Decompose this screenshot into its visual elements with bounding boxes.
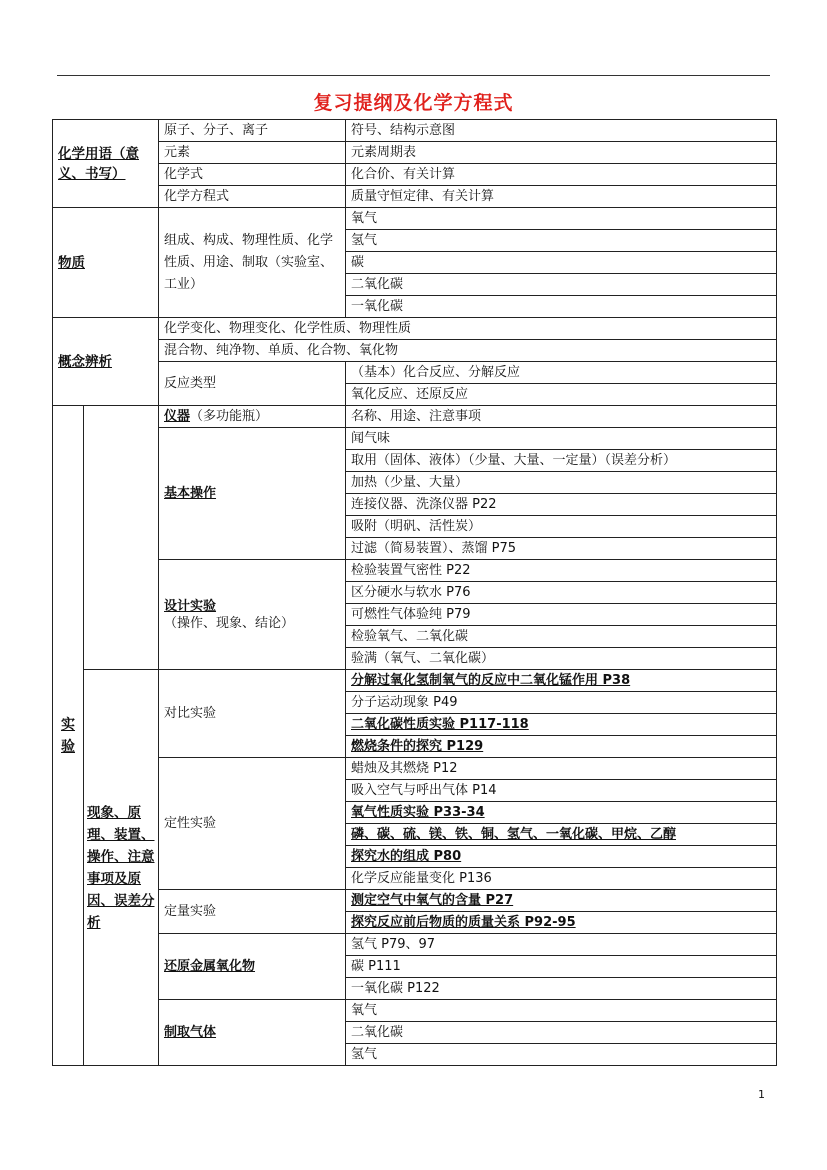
cell: 元素 (159, 142, 346, 164)
cell: 名称、用途、注意事项 (346, 406, 777, 428)
category-experiment: 实验 (53, 406, 84, 1066)
cell: 蜡烛及其燃烧 P12 (346, 758, 777, 780)
experiment-blank-cell (84, 406, 159, 670)
cell: 过滤（简易装置）、蒸馏 P75 (346, 538, 777, 560)
cell: 一氧化碳 P122 (346, 978, 777, 1000)
cell: 混合物、纯净物、单质、化合物、氧化物 (159, 340, 777, 362)
cell: 氧化反应、还原反应 (346, 384, 777, 406)
cell: 化学变化、物理变化、化学性质、物理性质 (159, 318, 777, 340)
cell: 化合价、有关计算 (346, 164, 777, 186)
qualitative-label: 定性实验 (159, 758, 346, 890)
cell: 磷、碳、硫、镁、铁、铜、氢气、一氧化碳、甲烷、乙醇 (346, 824, 777, 846)
instruments-note: （多功能瓶） (190, 409, 269, 424)
cell: 元素周期表 (346, 142, 777, 164)
cell: 氢气 (346, 230, 777, 252)
design-note: （操作、现象、结论） (164, 615, 295, 631)
outline-table (52, 119, 777, 1066)
design-cell (159, 560, 346, 670)
cell: 探究水的组成 P80 (346, 846, 777, 868)
cell: 区分硬水与软水 P76 (346, 582, 777, 604)
design-label: 设计实验 (164, 598, 217, 614)
cell: （基本）化合反应、分解反应 (346, 362, 777, 384)
cell: 燃烧条件的探究 P129 (346, 736, 777, 758)
cell: 二氧化碳 (346, 274, 777, 296)
page-title: 复习提纲及化学方程式 (313, 92, 514, 114)
reaction-type-label: 反应类型 (159, 362, 346, 406)
cell: 分解过氧化氢制氧气的反应中二氧化锰作用 P38 (346, 670, 777, 692)
cell: 测定空气中氧气的含量 P27 (346, 890, 777, 912)
cell: 二氧化碳 (346, 1022, 777, 1044)
compare-label: 对比实验 (159, 670, 346, 758)
cell: 加热（少量、大量） (346, 472, 777, 494)
cell: 碳 (346, 252, 777, 274)
header-rule (57, 75, 770, 76)
cell: 氢气 (346, 1044, 777, 1066)
cell: 检验氧气、二氧化碳 (346, 626, 777, 648)
basic-ops-label: 基本操作 (159, 428, 346, 560)
cell: 氧气 (346, 208, 777, 230)
cell: 符号、结构示意图 (346, 120, 777, 142)
cell: 质量守恒定律、有关计算 (346, 186, 777, 208)
cell: 一氧化碳 (346, 296, 777, 318)
cell: 连接仪器、洗涤仪器 P22 (346, 494, 777, 516)
cell: 氧气性质实验 P33-34 (346, 802, 777, 824)
cell: 取用（固体、液体）（少量、大量、一定量）（误差分析） (346, 450, 777, 472)
cell: 氧气 (346, 1000, 777, 1022)
quantitative-label: 定量实验 (159, 890, 346, 934)
category-concepts: 概念辨析 (53, 318, 159, 406)
cell: 可燃性气体验纯 P79 (346, 604, 777, 626)
category-terms: 化学用语（意义、书写） (53, 120, 159, 208)
cell: 碳 P111 (346, 956, 777, 978)
group-label: 现象、原理、装置、操作、注意事项及原因、误差分析 (84, 670, 159, 1066)
cell: 吸入空气与呼出气体 P14 (346, 780, 777, 802)
cell: 检验装置气密性 P22 (346, 560, 777, 582)
cell: 探究反应前后物质的质量关系 P92-95 (346, 912, 777, 934)
cell: 化学反应能量变化 P136 (346, 868, 777, 890)
category-substances: 物质 (53, 208, 159, 318)
cell: 原子、分子、离子 (159, 120, 346, 142)
cell: 二氧化碳性质实验 P117-118 (346, 714, 777, 736)
reduction-label: 还原金属氧化物 (159, 934, 346, 1000)
page-number: 1 (758, 1088, 765, 1101)
gas-prep-label: 制取气体 (159, 1000, 346, 1066)
cell: 氢气 P79、97 (346, 934, 777, 956)
cell: 吸附（明矾、活性炭） (346, 516, 777, 538)
substances-desc: 组成、构成、物理性质、化学性质、用途、制取（实验室、工业） (159, 208, 346, 318)
cell: 验满（氧气、二氧化碳） (346, 648, 777, 670)
cell: 分子运动现象 P49 (346, 692, 777, 714)
instruments-label: 仪器 (164, 409, 191, 424)
instruments-cell (159, 406, 346, 428)
cell: 化学式 (159, 164, 346, 186)
cell: 闻气味 (346, 428, 777, 450)
cell: 化学方程式 (159, 186, 346, 208)
